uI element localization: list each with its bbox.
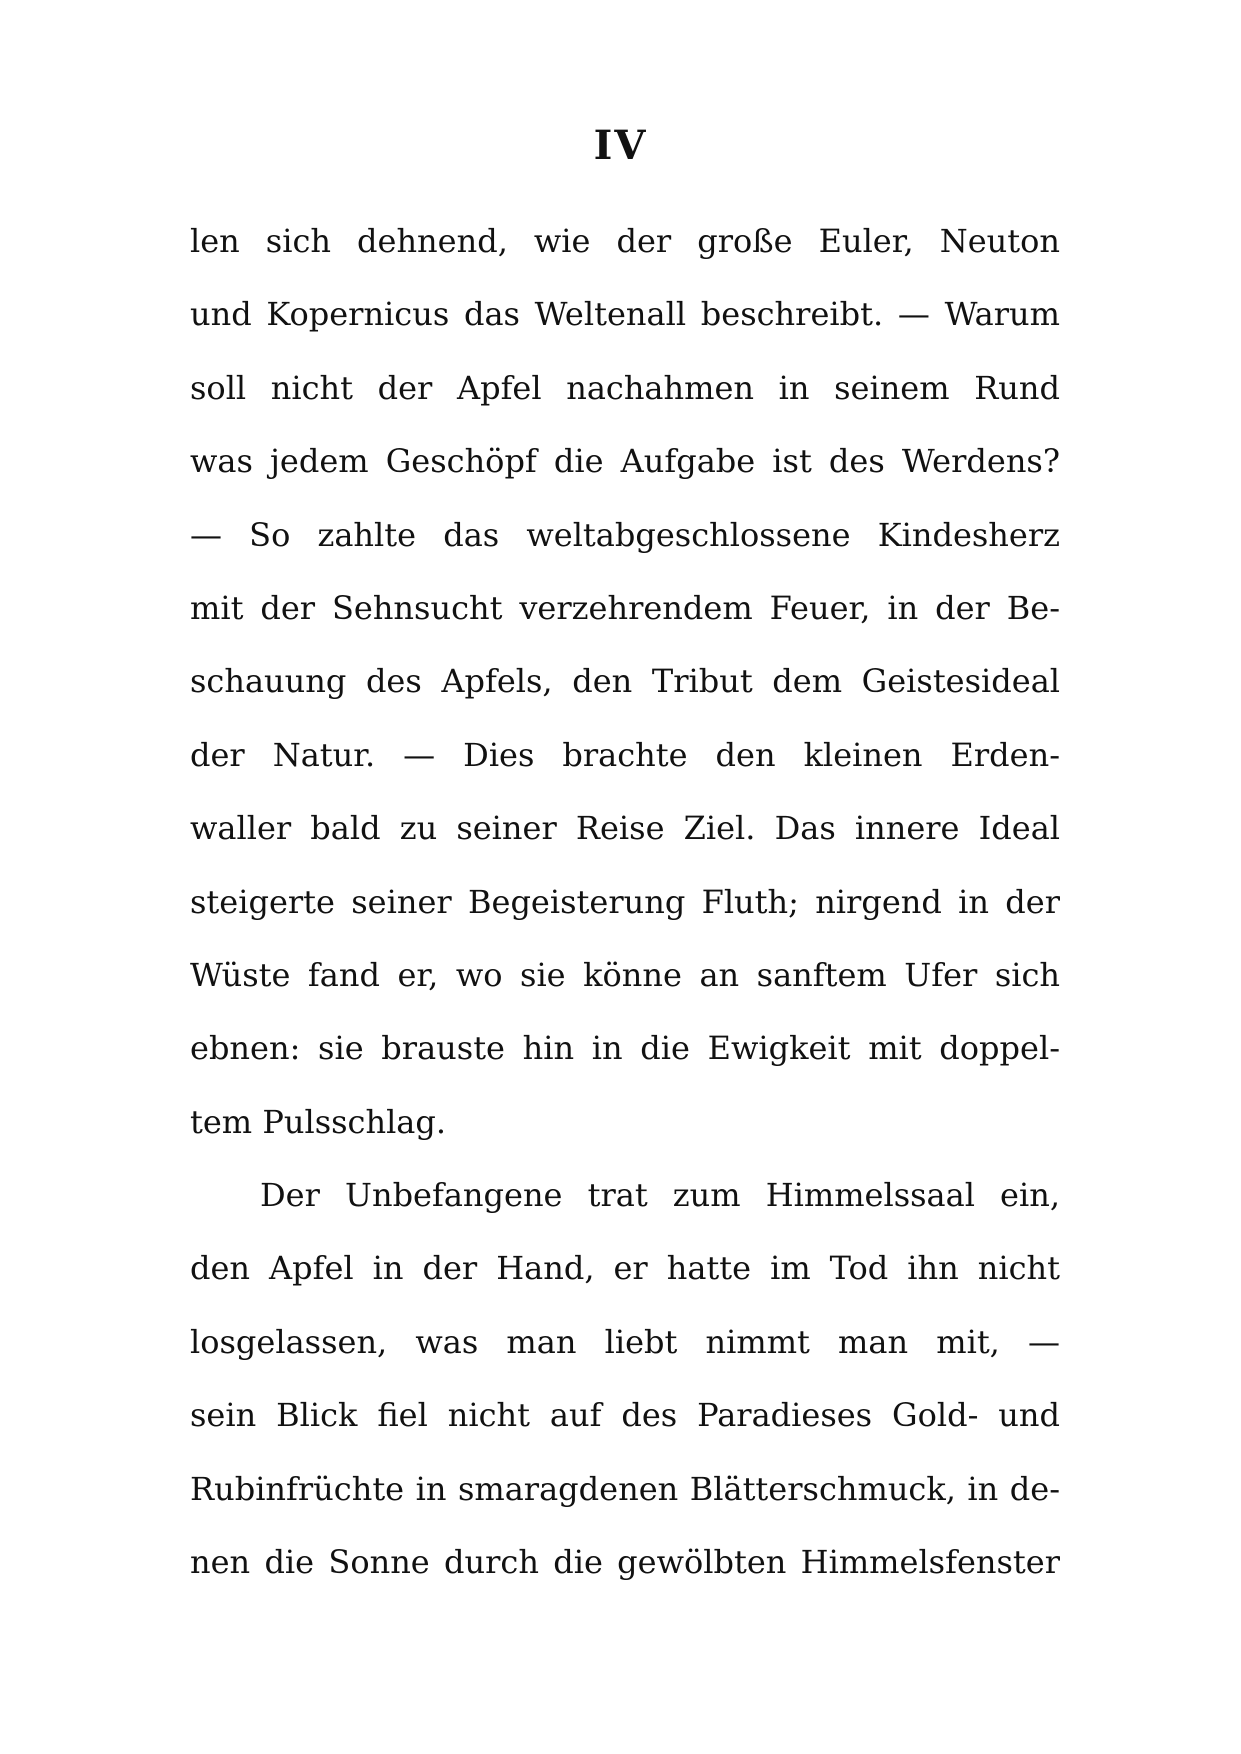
body-text	[190, 205, 1060, 1599]
text-line: und Kopernicus das Weltenall beschreibt. — Warum	[190, 295, 1060, 334]
text-line: tem Pulsschlag.	[190, 1102, 447, 1141]
text-line: len sich dehnend, wie der große Euler, Neuton	[190, 222, 1060, 260]
text-line: ebnen: sie brauste hin in die Ewigkeit mit doppel-	[190, 1029, 1060, 1068]
text-line: steigerte seiner Begeisterung Fluth; nirgend in der	[190, 882, 1060, 921]
text-line: Wüste fand er, wo sie könne an sanftem Ufer sich	[190, 955, 1060, 994]
text-line: losgelassen, was man liebt nimmt man mit, —	[190, 1322, 1060, 1361]
page-number: IV	[593, 122, 648, 169]
text-line: soll nicht der Apfel nachahmen in seinem Rund	[190, 368, 1060, 407]
text-line: schauung des Apfels, den Tribut dem Geistesideal	[190, 662, 1060, 701]
text-line: nen die Sonne durch die gewölbten Himmelsfenster	[190, 1543, 1060, 1582]
paragraph-first-line: Der Unbefangene trat zum Himmelssaal ein,	[260, 1176, 1060, 1215]
text-line: Rubinfrüchte in smaragdenen Blätterschmuck, in de-	[190, 1469, 1060, 1508]
text-line: der Natur. — Dies brachte den kleinen Erden-	[190, 735, 1060, 774]
text-line: den Apfel in der Hand, er hatte im Tod ihn nicht	[190, 1249, 1060, 1288]
text-line: sein Blick fiel nicht auf des Paradieses Gold- und	[190, 1396, 1060, 1435]
text-line: was jedem Geschöpf die Aufgabe ist des Werdens?	[190, 442, 1060, 481]
text-line: mit der Sehnsucht verzehrendem Feuer, in der Be-	[190, 588, 1060, 627]
text-line: — So zahlte das weltabgeschlossene Kindesherz	[190, 515, 1060, 554]
text-line: waller bald zu seiner Reise Ziel. Das innere Ideal	[190, 809, 1060, 848]
